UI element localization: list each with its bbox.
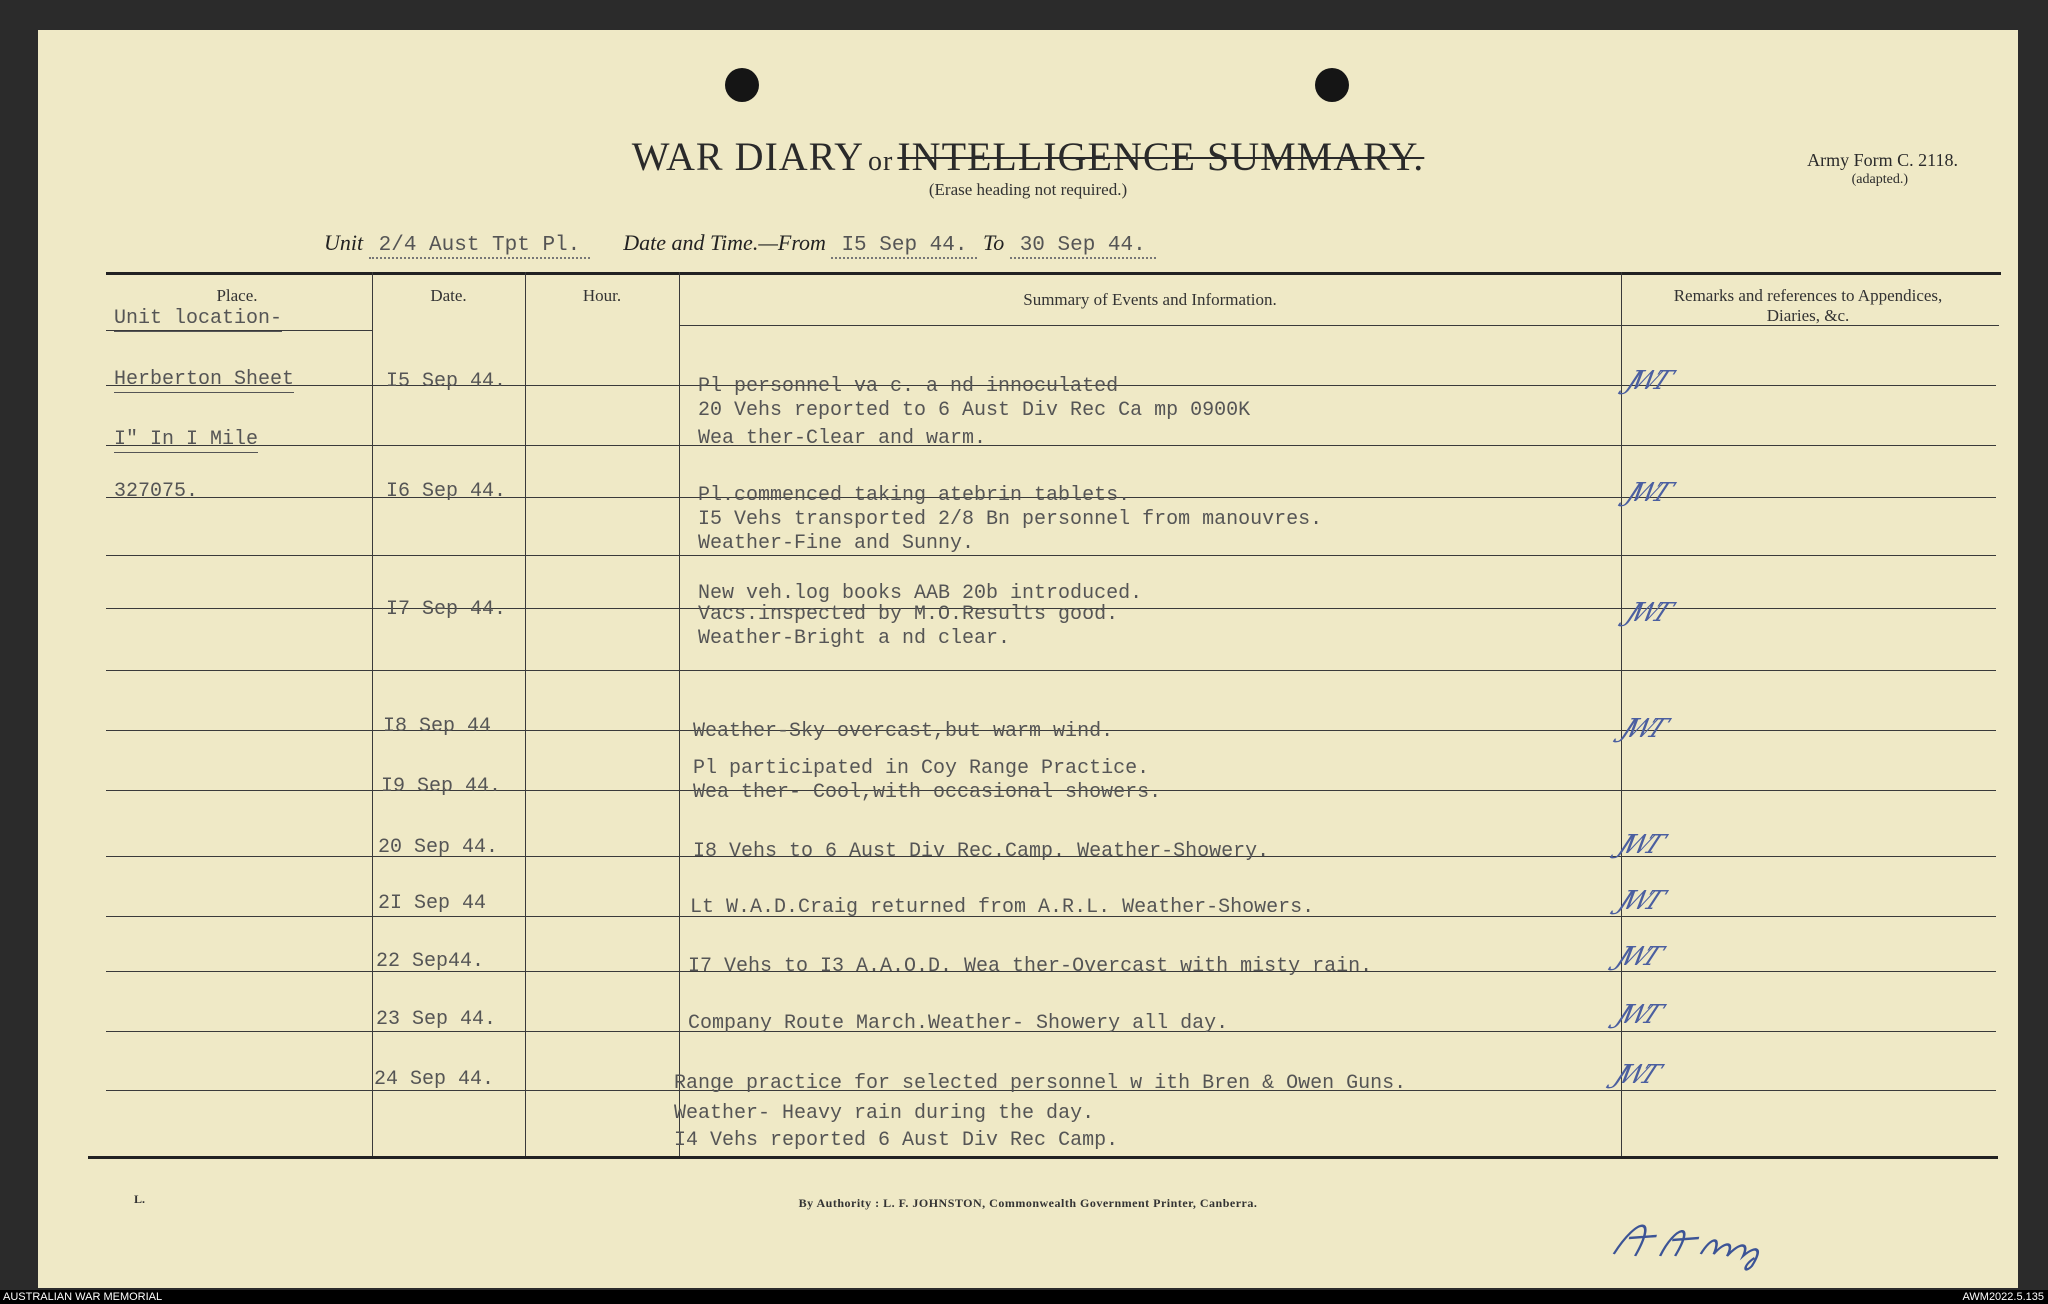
form-number <box>1807 150 1958 190</box>
entry-line: Range practice for selected personnel w ith Bren & Owen Guns. <box>674 1072 1407 1095</box>
entry-line: Lt W.A.D.Craig returned from A.R.L. Weather-Showers. <box>690 896 1315 919</box>
entry-date: 23 Sep 44. <box>376 1008 497 1031</box>
entry-date: 2I Sep 44 <box>378 892 487 915</box>
col-rule-1 <box>372 272 373 1156</box>
place-line: I" In I Mile <box>114 428 259 451</box>
entry-line: I4 Vehs reported 6 Aust Div Rec Camp. <box>674 1129 1119 1152</box>
form-mark: L. <box>134 1192 146 1206</box>
col-rule-3 <box>679 272 680 1156</box>
page-title <box>38 133 2018 180</box>
heading-note: (Erase heading not required.) <box>928 180 1128 199</box>
initials: JWT <box>1611 942 1662 972</box>
place-line: 327075. <box>114 480 199 503</box>
entry-line: Company Route March.Weather- Showery all day. <box>688 1012 1229 1035</box>
place-line: Unit location- <box>114 307 283 330</box>
entry-date: I7 Sep 44. <box>386 598 507 621</box>
unit-date-line <box>324 230 1156 257</box>
unit-label: Unit <box>324 230 364 255</box>
rule <box>106 445 1996 446</box>
entry-line: Pl personnel va c. a nd innoculated <box>698 375 1119 398</box>
entry-date: I5 Sep 44. <box>386 370 507 393</box>
entry-date: 20 Sep 44. <box>378 836 499 859</box>
title-struck: INTELLIGENCE SUMMARY. <box>897 134 1425 179</box>
entry-date: I6 Sep 44. <box>386 480 507 503</box>
col-head-date: Date. <box>430 286 467 305</box>
entry-line: Weather-Bright a nd clear. <box>698 627 1011 650</box>
rule <box>106 555 1996 556</box>
signature <box>1599 1206 1832 1276</box>
col-head-summary: Summary of Events and Information. <box>1023 290 1277 309</box>
entry-line: I5 Vehs transported 2/8 Bn personnel from manouvres. <box>698 508 1323 531</box>
printer-authority: By Authority : L. F. JOHNSTON, Commonwealth Government Printer, Canberra. <box>798 1196 1258 1210</box>
initials: JWT <box>1621 598 1672 628</box>
entry-line: 20 Vehs reported to 6 Aust Div Rec Ca mp 0900K <box>698 399 1251 422</box>
date-time-label: Date and Time.—From <box>623 230 826 255</box>
punch-hole-left <box>725 68 759 102</box>
to-value: 30 Sep 44. <box>1010 234 1156 259</box>
form-adapted-text: (adapted.) <box>1851 172 1908 187</box>
from-value: I5 Sep 44. <box>831 234 977 259</box>
initials: JWT <box>1613 886 1664 916</box>
place-line: Herberton Sheet <box>114 368 295 391</box>
col-head-place: Place. <box>216 286 258 305</box>
entry-date: 22 Sep44. <box>376 950 485 973</box>
entry-line: Pl participated in Coy Range Practice. <box>693 757 1150 780</box>
initials: JWT <box>1621 366 1672 396</box>
rule <box>679 325 1999 326</box>
entry-line: Weather-Fine and Sunny. <box>698 532 975 555</box>
initials: JWT <box>1621 478 1672 508</box>
unit-value: 2/4 Aust Tpt Pl. <box>369 234 591 259</box>
entry-line: Pl.commenced taking atebrin tablets. <box>698 484 1131 507</box>
initials: JWT <box>1616 714 1667 744</box>
col-head-remarks: Remarks and references to Appendices, Diaries, &c. <box>1673 286 1943 325</box>
initials: JWT <box>1611 1000 1662 1030</box>
punch-hole-right <box>1315 68 1349 102</box>
form-number-text: Army Form C. 2118. <box>1807 150 1958 170</box>
entry-line: Weather-Sky overcast,but warm wind. <box>693 720 1114 743</box>
entry-line: Vacs.inspected by M.O.Results good. <box>698 603 1119 626</box>
entry-line: Wea ther- Cool,with occasional showers. <box>693 781 1162 804</box>
entry-date: I9 Sep 44. <box>381 775 502 798</box>
initials: JWT <box>1613 830 1664 860</box>
initials: JWT <box>1609 1060 1660 1090</box>
col-rule-2 <box>525 272 526 1156</box>
entry-line: I7 Vehs to I3 A.A.O.D. Wea ther-Overcast with misty rain. <box>688 955 1373 978</box>
archive-footer <box>0 1290 2048 1304</box>
diary-page <box>38 30 2018 1288</box>
to-label: To <box>982 230 1005 255</box>
table-bottom-rule <box>88 1156 1998 1159</box>
entry-date: I8 Sep 44 <box>383 715 492 738</box>
archive-source: AUSTRALIAN WAR MEMORIAL <box>3 1291 163 1303</box>
title-main: WAR DIARY <box>631 134 865 179</box>
title-or: or <box>868 146 894 177</box>
table-top-rule <box>106 272 2001 275</box>
entry-line: New veh.log books AAB 20b introduced. <box>698 582 1143 605</box>
entry-line: Weather- Heavy rain during the day. <box>674 1102 1095 1125</box>
archive-id: AWM2022.5.135 <box>1962 1291 2044 1303</box>
rule <box>106 670 1996 671</box>
entry-date: 24 Sep 44. <box>374 1068 495 1091</box>
entry-line: Wea ther-Clear and warm. <box>698 427 987 450</box>
col-head-hour: Hour. <box>582 286 622 305</box>
entry-line: I8 Vehs to 6 Aust Div Rec.Camp. Weather-Showery. <box>693 840 1270 863</box>
